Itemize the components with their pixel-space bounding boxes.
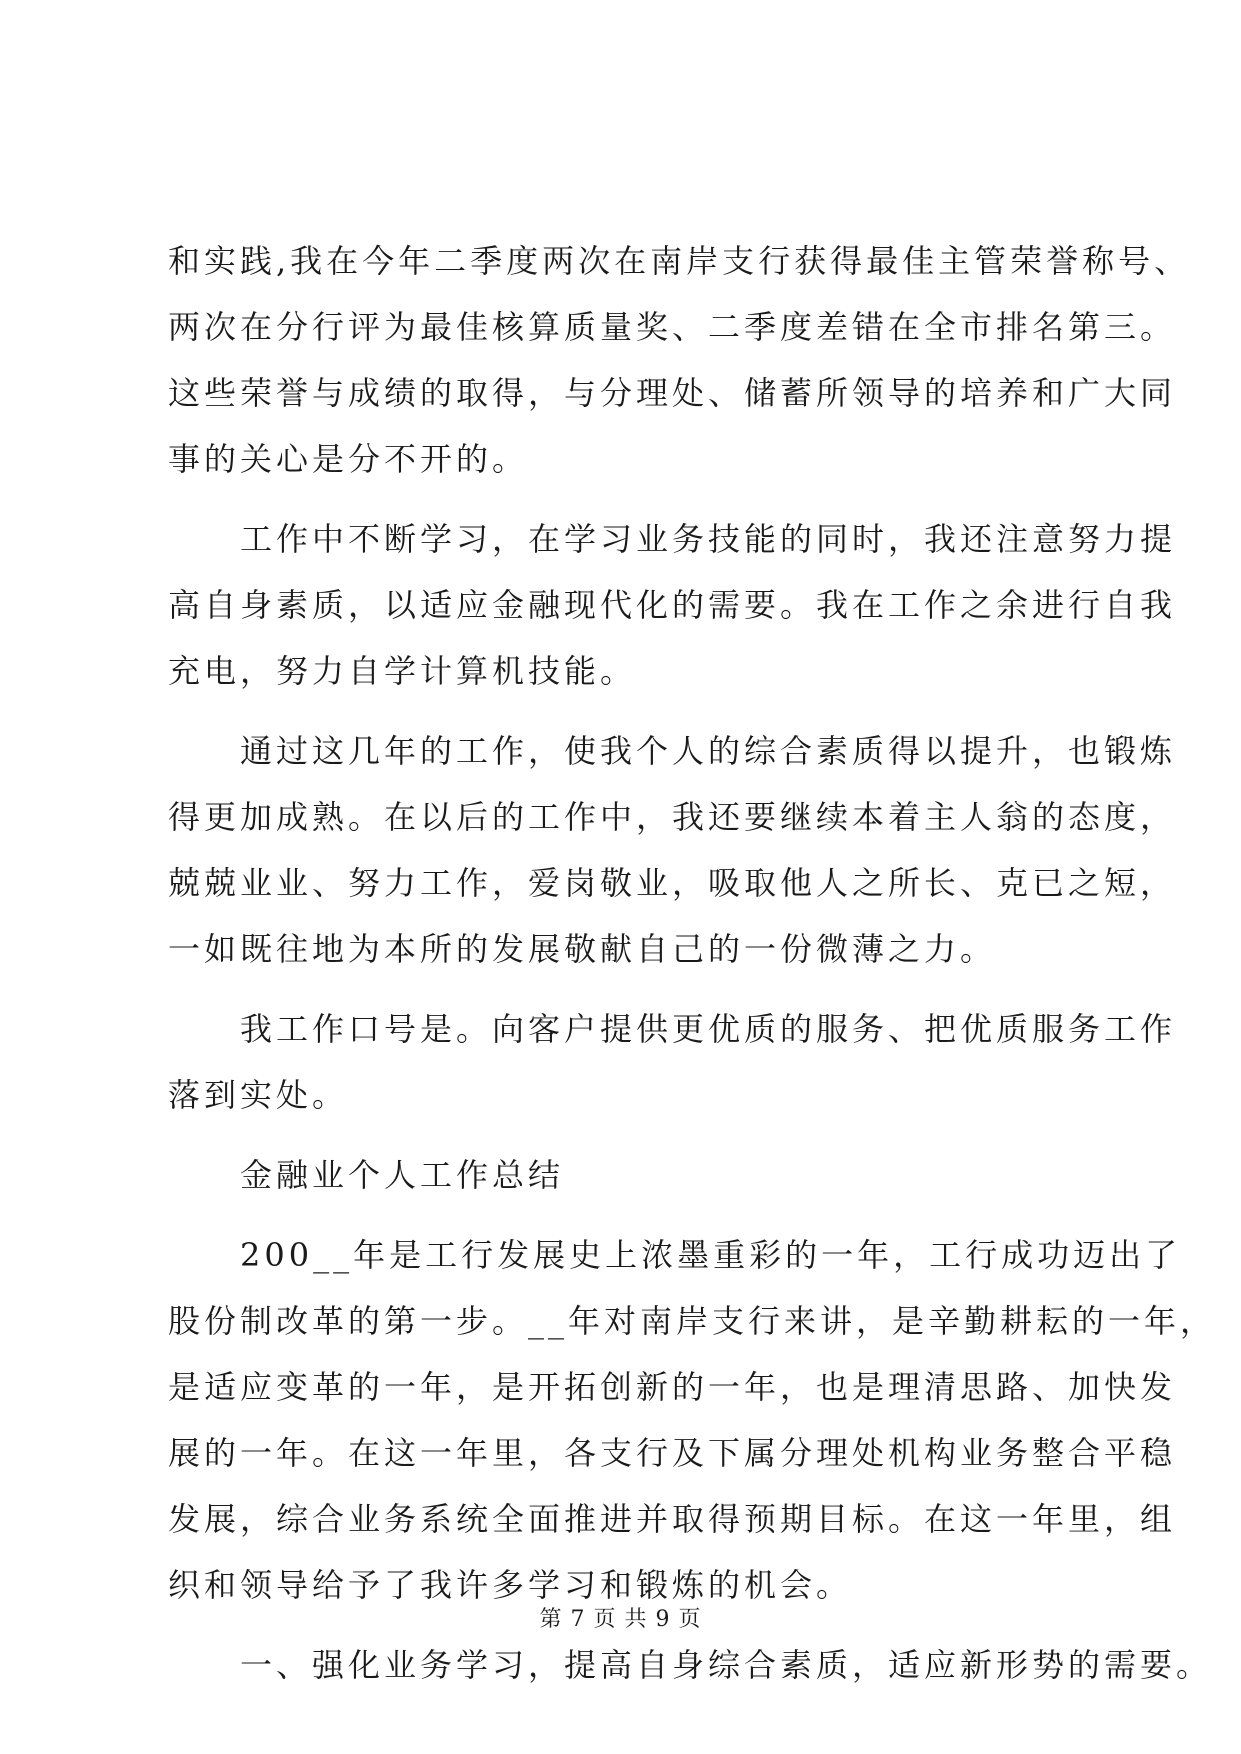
paragraph <box>168 996 1177 1128</box>
paragraph <box>168 506 1177 704</box>
text-line: 金融业个人工作总结 <box>168 1156 565 1194</box>
text-line: 工作中不断学习，在学习业务技能的同时，我还注意努力提 <box>168 520 1177 558</box>
paragraph-gap <box>168 492 1088 506</box>
text-line: 我工作口号是。向客户提供更优质的服务、把优质服务工作 <box>168 1010 1177 1048</box>
paragraph <box>168 1222 1217 1618</box>
text-line: 一、强化业务学习，提高自身综合素质，适应新形势的需要。 <box>168 1646 1213 1684</box>
text-line: 得更加成熟。在以后的工作中，我还要继续本着主人翁的态度， <box>168 798 1177 836</box>
text-line: 落到实处。 <box>168 1076 349 1114</box>
text-line: 和实践,我在今年二季度两次在南岸支行获得最佳主管荣誉称号、 <box>168 242 1191 280</box>
text-line: 高自身素质，以适应金融现代化的需要。我在工作之余进行自我 <box>168 586 1177 624</box>
text-line: 股份制改革的第一步。__年对南岸支行来讲，是辛勤耕耘的一年， <box>168 1302 1217 1340</box>
body-text <box>168 228 1217 1698</box>
paragraph-gap <box>168 982 1088 996</box>
paragraph-gap <box>168 1128 1088 1142</box>
text-line: 是适应变革的一年，是开拓创新的一年，也是理清思路、加快发 <box>168 1368 1177 1406</box>
paragraph <box>168 1632 1213 1698</box>
text-line: 充电，努力自学计算机技能。 <box>168 652 637 690</box>
text-line: 通过这几年的工作，使我个人的综合素质得以提升，也锻炼 <box>168 732 1177 770</box>
section-heading <box>168 1142 1088 1208</box>
paragraph-gap <box>168 1208 1088 1222</box>
page-number-footer: 第 7 页 共 9 页 <box>539 1607 702 1632</box>
paragraph-gap <box>168 704 1088 718</box>
text-line: 兢兢业业、努力工作，爱岗敬业，吸取他人之所长、克已之短， <box>168 864 1177 902</box>
text-line: 织和领导给予了我许多学习和锻炼的机会。 <box>168 1566 853 1604</box>
text-line: 展的一年。在这一年里，各支行及下属分理处机构业务整合平稳 <box>168 1434 1177 1472</box>
paragraph <box>168 718 1177 982</box>
text-line: 200__年是工行发展史上浓墨重彩的一年，工行成功迈出了 <box>168 1236 1182 1274</box>
text-line: 发展，综合业务系统全面推进并取得预期目标。在这一年里，组 <box>168 1500 1177 1538</box>
text-line: 事的关心是分不开的。 <box>168 440 529 478</box>
text-line: 这些荣誉与成绩的取得，与分理处、储蓄所领导的培养和广大同 <box>168 374 1177 412</box>
paragraph <box>168 228 1191 492</box>
text-line: 两次在分行评为最佳核算质量奖、二季度差错在全市排名第三。 <box>168 308 1177 346</box>
text-line: 一如既往地为本所的发展敬献自己的一份微薄之力。 <box>168 930 997 968</box>
